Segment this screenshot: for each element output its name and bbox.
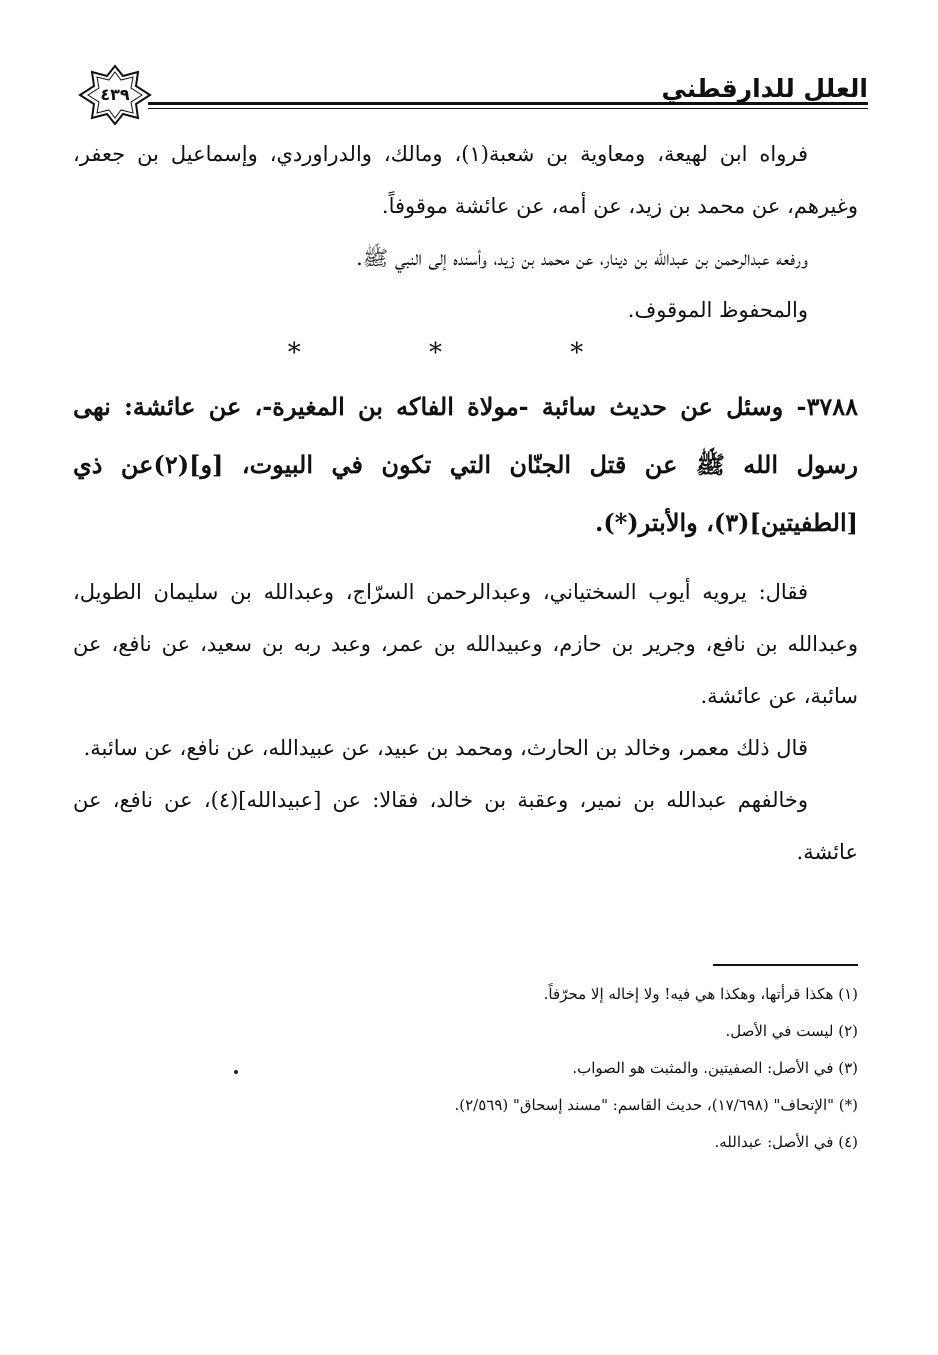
paragraph: فرواه ابن لهيعة، ومعاوية بن شعبة(١)، ومالك، والدراوردي، وإسماعيل بن جعفر، وغيرهم، عن محمد بن زيد، عن أمه، عن عائشة موقوفاً. xyxy=(73,142,858,218)
running-header xyxy=(78,64,868,124)
header-rule-thin xyxy=(148,108,868,109)
page-number-badge xyxy=(78,64,152,126)
footnote: (*) "الإتحاف" (١٧/٦٩٨)، حديث القاسم: "مسند إسحاق" (٢/٥٦٩). xyxy=(454,1096,858,1114)
paragraph: قال ذلك معمر، وخالد بن الحارث، ومحمد بن عبيد، عن عبيدالله، عن نافع، عن سائبة. xyxy=(83,736,808,760)
header-rule xyxy=(148,102,868,105)
main-text xyxy=(73,128,858,878)
footnote: (٣) في الأصل: الصفيتين. والمثبت هو الصواب. xyxy=(572,1059,858,1077)
footnote-rule xyxy=(713,964,858,966)
paragraph: فقال: يرويه أيوب السختياني، وعبدالرحمن السرّاج، وعبدالله بن سليمان الطويل، وعبدالله بن نافع، وجرير بن حازم، وعبيدالله بن عمر، وعبد ربه بن سعيد، عن نافع، عن سائبة، عن عائشة. xyxy=(73,580,858,708)
book-title: العلل للدارقطني xyxy=(661,74,868,103)
footnote: (١) هكذا قرأتها، وهكذا هي فيه! ولا إخاله إلا محرّفاً. xyxy=(543,985,858,1003)
hadith-question: ٣٧٨٨- وسئل عن حديث سائبة -مولاة الفاكه بن المغيرة-، عن عائشة: نهى رسول الله ﷺ عن قتل الجنّان التي تكون في البيوت، [و](٢)عن ذي [الطفيتين](٣)، والأبتر(*). xyxy=(73,392,859,537)
section-separator: * * * xyxy=(287,338,644,368)
footnote: (٤) في الأصل: عبدالله. xyxy=(714,1133,858,1151)
paragraph: ورفعه عبدالرحمن بن عبدالله بن دينار، عن محمد بن زيد، وأسنده إلى النبي ﷺ. xyxy=(356,246,808,270)
page-number: ٤٣٩ xyxy=(100,85,130,104)
paragraph: والمحفوظ الموقوف. xyxy=(627,298,808,322)
paragraph: وخالفهم عبدالله بن نمير، وعقبة بن خالد، فقالا: عن [عبيدالله](٤)، عن نافع، عن عائشة. xyxy=(73,788,858,864)
footnote: (٢) ليست في الأصل. xyxy=(725,1022,858,1040)
footnotes xyxy=(73,976,858,1161)
scan-speck xyxy=(234,1070,238,1074)
